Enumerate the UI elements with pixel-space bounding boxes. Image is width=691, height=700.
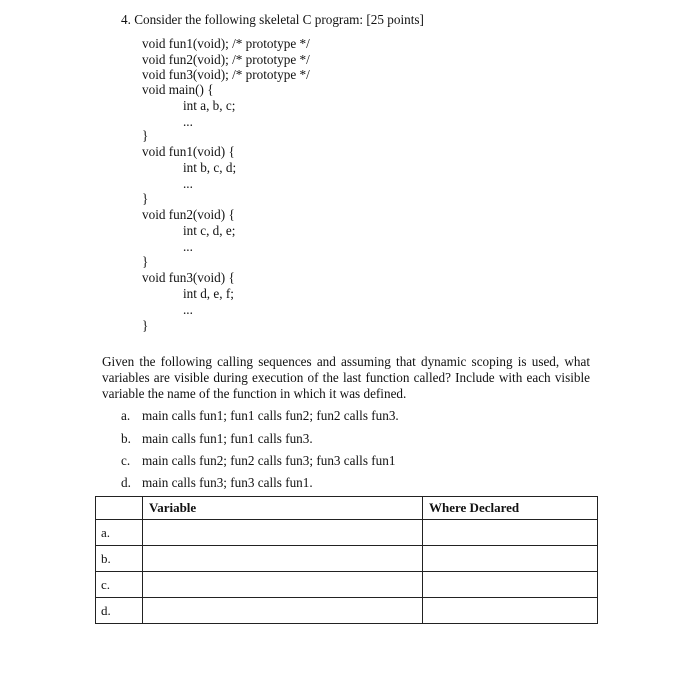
code-line: } [142,191,149,206]
table-row [96,598,598,624]
code-line: void fun1(void) { [142,144,235,159]
code-line: } [142,318,149,333]
code-line: void fun3(void) { [142,270,235,285]
where-declared-cell[interactable] [423,572,598,598]
code-line: ... [183,302,193,317]
where-declared-cell[interactable] [423,598,598,624]
code-line: void fun3(void); /* prototype */ [142,67,310,82]
sequence-label: d. [121,475,131,490]
code-line: ... [183,239,193,254]
where-declared-cell[interactable] [423,520,598,546]
row-label: c. [96,572,143,598]
sequence-label: b. [121,431,131,446]
code-line: void main() { [142,82,214,97]
sequence-text: main calls fun3; fun3 calls fun1. [142,475,313,490]
code-line: void fun1(void); /* prototype */ [142,36,310,51]
code-line: int a, b, c; [183,98,236,113]
code-line: int b, c, d; [183,160,237,175]
table-header-row [96,497,598,520]
answer-table [95,496,598,624]
table-header-where-declared: Where Declared [423,497,598,520]
variable-cell[interactable] [143,520,423,546]
table-header-label [96,497,143,520]
sequence-text: main calls fun1; fun1 calls fun2; fun2 calls fun3. [142,408,399,423]
code-line: int d, e, f; [183,286,234,301]
variable-cell[interactable] [143,598,423,624]
table-row [96,546,598,572]
code-line: void fun2(void) { [142,207,235,222]
sequence-label: c. [121,453,131,468]
row-label: b. [96,546,143,572]
code-line: } [142,254,149,269]
question-header: 4. Consider the following skeletal C program: [25 points] [121,12,424,27]
code-line: int c, d, e; [183,223,236,238]
variable-cell[interactable] [143,572,423,598]
sequence-text: main calls fun2; fun2 calls fun3; fun3 calls fun1 [142,453,396,468]
row-label: d. [96,598,143,624]
code-line: } [142,128,149,143]
question-prompt: Given the following calling sequences and assuming that dynamic scoping is used, what variables are visible during execution of the last function called? Include with each visible variable the name of the function in which it was defined. [102,354,590,401]
code-line: ... [183,176,193,191]
table-row [96,520,598,546]
sequence-text: main calls fun1; fun1 calls fun3. [142,431,313,446]
table-row [96,572,598,598]
code-line: ... [183,114,193,129]
table-header-variable: Variable [143,497,423,520]
variable-cell[interactable] [143,546,423,572]
code-line: void fun2(void); /* prototype */ [142,52,310,67]
sequence-label: a. [121,408,131,423]
where-declared-cell[interactable] [423,546,598,572]
row-label: a. [96,520,143,546]
